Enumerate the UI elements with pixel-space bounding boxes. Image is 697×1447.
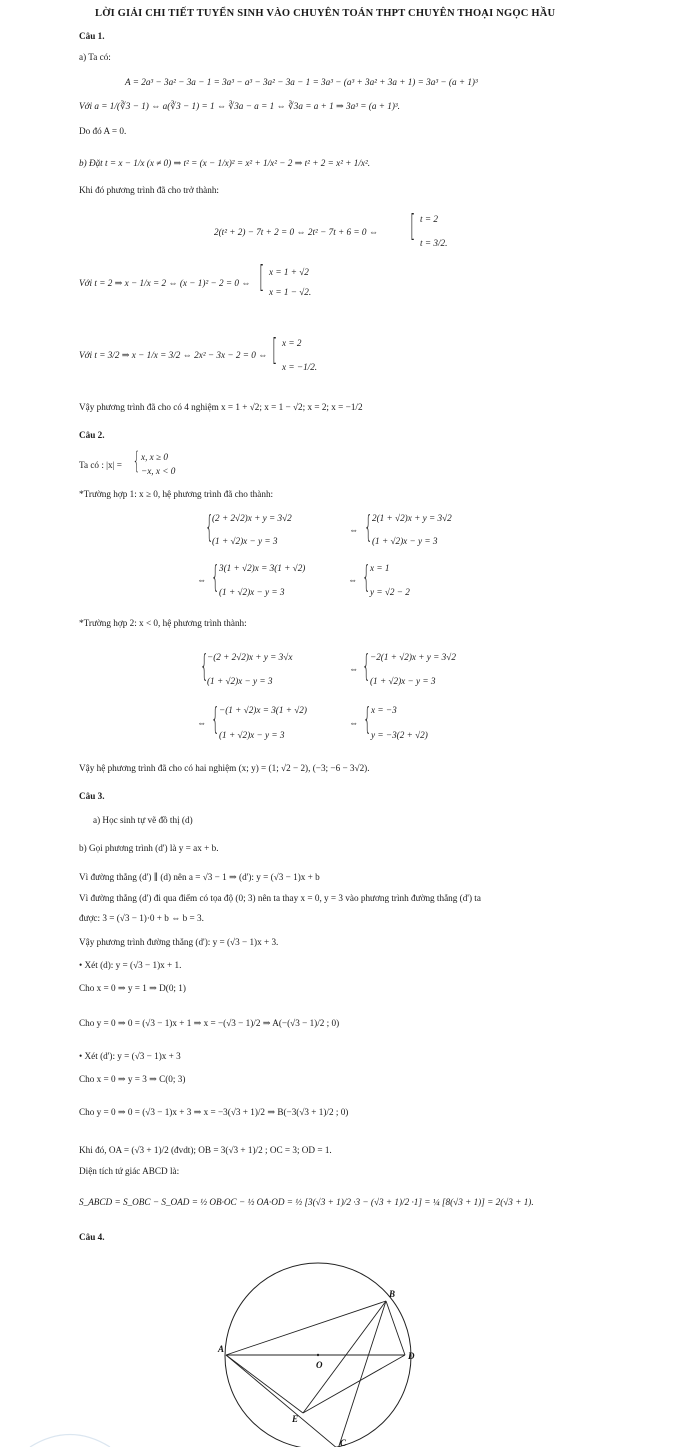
segment-bd [386,1301,405,1355]
label-a: A [218,1344,225,1354]
label-c: C [340,1438,347,1447]
label-d: D [408,1351,415,1361]
sys2-right-eq1: −2(1 + √2)x + y = 3√2 [370,652,456,662]
question-1-heading: Câu 1. [79,31,105,41]
brace-icon: [ [272,333,278,368]
q1-conclusion: Vậy phương trình đã cho có 4 nghiệm x = 1 + √2; x = 1 − √2; x = 2; x = −1/2 [79,402,363,412]
q3-area-formula: S_ABCD = S_OBC − S_OAD = ½ OB·OC − ½ OA·OD = ½ [3(√3 + 1)/2 ·3 − (√3 + 1)/2 ·1] = ¼ [8(√3 + 1)] = 2(√3 + 1). [79,1197,534,1207]
sys2-left-eq2: (1 + √2)x − y = 3 [207,676,273,686]
label-o: O [316,1360,323,1370]
question-4-heading: Câu 4. [79,1232,105,1242]
equivalence-icon: ⇔ [197,718,207,728]
q3-point-c: Cho x = 0 ⇒ y = 3 ⇒ C(0; 3) [79,1074,186,1084]
segment-bc [338,1301,386,1447]
q1b-case-t1: t = 2 [420,214,438,224]
segment-ab [226,1301,386,1355]
q3-consider-d: • Xét (d): y = (√3 − 1)x + 1. [79,960,182,970]
brace-icon: { [364,510,373,545]
abs-case-2: −x, x < 0 [141,466,176,476]
q1b-root-2: x = 1 − √2. [269,287,312,297]
sys2-left-eq1: −(2 + 2√2)x + y = 3√x [207,652,293,662]
equivalence-icon: ⇔ [197,575,207,585]
q3-point-d: Cho x = 0 ⇒ y = 1 ⇒ D(0; 1) [79,983,186,993]
q1b-root-3: x = 2 [282,338,302,348]
brace-icon: { [363,702,372,737]
label-e: E [292,1414,299,1424]
brace-icon: [ [259,260,265,295]
brace-icon: { [200,649,209,684]
case-1-text: *Trường hợp 1: x ≥ 0, hệ phương trình đã cho thành: [79,489,274,499]
q3b-line-3: Vì đường thẳng (d') đi qua điểm có tọa độ (0; 3) nên ta thay x = 0, y = 3 vào phương trình đường thẳng (d') ta [79,893,481,903]
q3-area-label: Diện tích tứ giác ABCD là: [79,1166,180,1176]
sys1-right-eq1: 2(1 + √2)x + y = 3√2 [372,513,452,523]
equivalence-icon: ⇔ [349,664,359,674]
segment-be [303,1301,386,1413]
q1a-conclusion: Do đó A = 0. [79,126,127,136]
q3b-line-5: Vậy phương trình đường thẳng (d'): y = (√3 − 1)x + 3. [79,937,279,947]
sys1b-left-eq1: 3(1 + √2)x = 3(1 + √2) [219,563,306,573]
q1b-root-4: x = −1/2. [282,362,318,372]
sys1-left-eq2: (1 + √2)x − y = 3 [212,536,278,546]
sys1-right-eq2: (1 + √2)x − y = 3 [372,536,438,546]
q3-lengths: Khi đó, OA = (√3 + 1)/2 (đvdt); OB = 3(√3 + 1)/2 ; OC = 3; OD = 1. [79,1145,332,1155]
sys1b-right-eq1: x = 1 [370,563,390,573]
page-title: LỜI GIẢI CHI TIẾT TUYỂN SINH VÀO CHUYÊN TOÁN THPT CHUYÊN THOẠI NGỌC HẦU [95,8,556,19]
q1b-equation-quadratic: 2(t² + 2) − 7t + 2 = 0 ⇔ 2t² − 7t + 6 = 0 ⇔ [214,227,379,237]
question-3-heading: Câu 3. [79,791,105,801]
q3-point-b: Cho y = 0 ⇒ 0 = (√3 − 1)x + 3 ⇒ x = −3(√3 + 1)/2 ⇒ B(−3(√3 + 1)/2 ; 0) [79,1107,349,1117]
brace-icon: { [211,702,220,737]
q1b-text: Khi đó phương trình đã cho trở thành: [79,185,219,195]
q1a-equation-1: A = 2a³ − 3a² − 3a − 1 = 3a³ − a³ − 3a² − 3a − 1 = 3a³ − (a³ + 3a² + 3a + 1) = 3a³ − (a + 1)³ [125,77,478,87]
q1b-case-t2: t = 3/2. [420,238,448,248]
q3b-line-4: được: 3 = (√3 − 1)·0 + b ⇔ b = 3. [79,913,204,923]
q1b-root-1: x = 1 + √2 [269,267,309,277]
sys2b-right-eq1: x = −3 [371,705,397,715]
brace-icon: { [133,447,140,475]
center-dot [317,1354,319,1356]
brace-icon: [ [410,209,416,244]
q3b-line-1: b) Gọi phương trình (d') là y = ax + b. [79,843,219,853]
q1a-equation-2: Với a = 1/(∛3 − 1) ⇔ a(∛3 − 1) = 1 ⇔ ∛3a − a = 1 ⇔ ∛3a = a + 1 ⇒ 3a³ = (a + 1)³. [79,101,400,111]
label-b: B [389,1289,396,1299]
q3a-text: a) Học sinh tự vẽ đồ thị (d) [93,815,193,825]
equivalence-icon: ⇔ [349,718,359,728]
decorative-arc [0,1420,140,1447]
sys1b-left-eq2: (1 + √2)x − y = 3 [219,587,285,597]
q3-point-a: Cho y = 0 ⇒ 0 = (√3 − 1)x + 1 ⇒ x = −(√3 − 1)/2 ⇒ A(−(√3 − 1)/2 ; 0) [79,1018,340,1028]
q3-consider-d-prime: • Xét (d'): y = (√3 − 1)x + 3 [79,1051,181,1061]
q1b-equation-t2: Với t = 2 ⇒ x − 1/x = 2 ⇔ (x − 1)² − 2 = 0 ⇔ [79,278,251,288]
q3b-line-2: Vì đường thẳng (d') ∥ (d) nên a = √3 − 1 ⇒ (d'): y = (√3 − 1)x + b [79,872,320,882]
brace-icon: { [205,510,214,545]
q1b-substitution: b) Đặt t = x − 1/x (x ≠ 0) ⇒ t² = (x − 1/x)² = x² + 1/x² − 2 ⇒ t² + 2 = x² + 1/x². [79,158,371,168]
q1a-label: a) Ta có: [79,52,111,62]
brace-icon: { [211,560,220,595]
equivalence-icon: ⇔ [348,575,358,585]
case-2-text: *Trường hợp 2: x < 0, hệ phương trình thành: [79,618,247,628]
sys1b-right-eq2: y = √2 − 2 [370,587,410,597]
segment-ae [226,1355,303,1413]
q1b-equation-t32: Với t = 3/2 ⇒ x − 1/x = 3/2 ⇔ 2x² − 3x − 2 = 0 ⇔ [79,350,268,360]
sys2-right-eq2: (1 + √2)x − y = 3 [370,676,436,686]
sys2b-right-eq2: y = −3(2 + √2) [371,730,428,740]
brace-icon: { [362,649,371,684]
equivalence-icon: ⇔ [349,525,359,535]
abs-definition-label: Ta có : |x| = [79,460,122,470]
question-2-heading: Câu 2. [79,430,105,440]
sys2b-left-eq2: (1 + √2)x − y = 3 [219,730,285,740]
sys1-left-eq1: (2 + 2√2)x + y = 3√2 [212,513,292,523]
q2-conclusion: Vậy hệ phương trình đã cho có hai nghiệm (x; y) = (1; √2 − 2), (−3; −6 − 3√2). [79,763,370,773]
brace-icon: { [362,560,371,595]
sys2b-left-eq1: −(1 + √2)x = 3(1 + √2) [219,705,307,715]
abs-case-1: x, x ≥ 0 [141,452,168,462]
